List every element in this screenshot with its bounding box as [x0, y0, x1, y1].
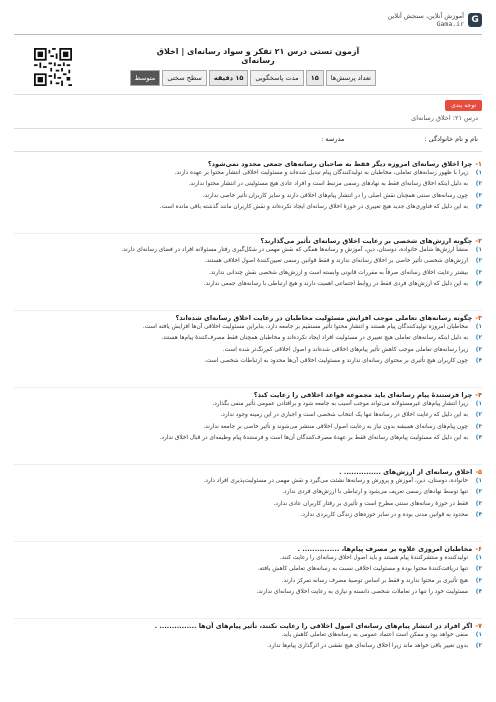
option-number: ۱) [475, 478, 482, 484]
option-number: ۴) [475, 358, 482, 365]
answer-option[interactable] [14, 641, 482, 652]
brand-text [388, 12, 464, 28]
option-number: ۱) [475, 170, 482, 176]
header-divider [14, 34, 482, 35]
question-text [14, 237, 482, 245]
option-text: تنها توسط نهادهای رسمی تعریف می‌شود و ارتباطی با ارزش‌های فردی ندارد. [282, 489, 468, 496]
answer-option[interactable] [14, 576, 482, 587]
answer-option[interactable] [14, 487, 482, 498]
option-text: بدون تغییر باقی خواهد ماند زیرا اخلاق رسانه‌ای هیچ نقشی در اثرگذاری پیام‌ها ندارد. [267, 643, 468, 650]
school-field-label: مدرسه : [321, 135, 345, 143]
name-field-label: نام و نام خانوادگی : [424, 135, 478, 143]
option-text: زیرا رسانه‌های تعاملی موجب کاهش تأثیر پیام‌های اخلاقی شده‌اند و اصول اخلاقی کم‌رنگ‌تر شده است. [222, 346, 468, 353]
option-number: ۱) [475, 247, 482, 253]
option-text: به این دلیل که رعایت اخلاق در رسانه‌ها تنها یک انتخاب شخصی است و اجباری در این زمینه وجود ندارد. [220, 412, 468, 419]
option-number: ۲) [475, 566, 482, 573]
question-divider [14, 618, 482, 619]
status-badge: توجه بندی [445, 100, 482, 111]
option-number: ۴) [475, 204, 482, 211]
exam-title: آزمون تستی درس ۲۱ تفکر و سواد رسانه‌ای | اخلاق رسانه‌ای [156, 47, 360, 65]
option-text: چون رسانه‌های سنتی همچنان نقش اصلی را در انتشار پیام‌های اخلاقی دارند و سایر کاربران تأثیر خاصی ندارند. [202, 192, 468, 199]
question-item [14, 622, 482, 653]
option-text: منشأ ارزش‌ها شامل خانواده، دوستان، دین، آموزش و رسانه‌ها همگی که نقش مهمی در شکل‌گیری رفتار مسئولانه افراد در فضای رسانه‌ای دارند. [121, 247, 468, 253]
answer-option[interactable] [14, 630, 482, 641]
option-number: ۳) [475, 346, 482, 353]
option-number: ۴) [475, 589, 482, 596]
answer-option[interactable] [14, 499, 482, 510]
option-text: ارزش‌های شخصی تأثیر خاصی بر اخلاق رسانه‌ای ندارند و فقط قوانین رسمی تعیین‌کنندهٔ اصول اخلاقی هستند. [204, 258, 468, 265]
exam-meta [130, 70, 376, 86]
question-item [14, 160, 482, 214]
answer-option[interactable] [14, 168, 482, 179]
answer-option[interactable] [14, 587, 482, 598]
question-number: ۱- [475, 160, 482, 168]
question-number: ۶- [475, 545, 482, 553]
answer-option[interactable] [14, 564, 482, 575]
question-divider [14, 310, 482, 311]
answer-option[interactable] [14, 433, 482, 444]
option-text: منفی خواهد بود و ممکن است اعتماد عمومی به رسانه‌های تعاملی کاهش یابد. [281, 632, 468, 638]
question-text [14, 622, 482, 630]
option-text: فقط در حوزهٔ رسانه‌های سنتی مطرح است و تأثیری بر رفتار کاربران عادی ندارد. [273, 500, 468, 507]
question-number: ۷- [475, 622, 482, 630]
difficulty-label: سطح سختی [162, 70, 207, 86]
option-text: زیرا انتشار پیام‌های غیرمسئولانه می‌تواند موجب آسیب به جامعه شود و برافتادن عمومی تأثیر منفی بگذارد. [212, 401, 468, 407]
question-stem: چگونه رسانه‌های تعاملی موجب افزایش مسئولیت مخاطبان در رعایت اخلاق رسانه‌ای شده‌اند؟ [175, 314, 473, 322]
answer-option[interactable] [14, 322, 482, 333]
option-text: تولیدکننده و منتشرکنندهٔ پیام هستند و باید اصول اخلاق رسانه‌ای را رعایت کنند. [279, 555, 468, 561]
answer-option[interactable] [14, 333, 482, 344]
gama-logo-icon: G [468, 13, 482, 27]
option-text: به این دلیل که ارزش‌های فردی فقط در روابط اجتماعی اهمیت دارند و هیچ ارتباطی با رسانه‌های جمعی ندارند. [203, 281, 468, 288]
lesson-subtitle: درس ۲۱: اخلاق رسانه‌ای [411, 114, 478, 122]
option-number: ۳) [475, 577, 482, 584]
answer-option[interactable] [14, 410, 482, 421]
option-number: ۱) [475, 632, 482, 638]
option-text: مسئولیت خود را تنها در تعاملات شخصی دانسته و نیازی به رعایت اخلاق رسانه‌ای ندارند. [256, 589, 468, 596]
answer-option[interactable] [14, 256, 482, 267]
question-number: ۳- [475, 314, 482, 322]
answer-option[interactable] [14, 476, 482, 487]
option-number: ۲) [475, 643, 482, 650]
fields-divider [14, 151, 482, 152]
option-text: تنها دریافت‌کنندهٔ محتوا بوده و مسئولیت اخلاقی نسبت به رسانه‌های تعاملی کاهش یافته. [257, 566, 468, 573]
option-text: زیرا با ظهور رسانه‌های تعاملی، مخاطبان به تولیدکنندگان پیام تبدیل شده‌اند و مسئولیت اخلاقی انتشار محتوا بر عهده دارند. [174, 170, 468, 176]
question-text [14, 160, 482, 168]
option-text: به دلیل اینکه اخلاق رسانه‌ای فقط به نهادهای رسمی مرتبط است و افراد عادی هیچ مسئولیتی در انتشار محتوا ندارند. [188, 181, 468, 188]
meta-divider [14, 94, 482, 95]
option-text: خانواده، دوستان، دین، آموزش و پرورش و رسانه‌ها نشئت می‌گیرد و نقش مهمی در مسئولیت‌پذیری افراد دارد. [203, 478, 468, 484]
option-number: ۱) [475, 324, 482, 330]
answer-option[interactable] [14, 553, 482, 564]
brand-site: Gama.ir [436, 20, 464, 28]
option-text: محدود به قوانین مدنی بوده و در سایر حوزه‌های زندگی کاربردی ندارد. [300, 512, 468, 519]
question-text [14, 391, 482, 399]
answer-option[interactable] [14, 422, 482, 433]
option-text: به این دلیل که فناوری‌های جدید هیچ تغییری در حوزهٔ اخلاق رسانه‌ای ایجاد نکرده‌اند و نقش کاربران مانند گذشته باقی مانده است. [159, 204, 468, 211]
question-item [14, 237, 482, 291]
question-text [14, 468, 482, 476]
option-number: ۱) [475, 401, 482, 407]
option-number: ۳) [475, 500, 482, 507]
option-number: ۴) [475, 512, 482, 519]
question-text [14, 545, 482, 553]
answer-option[interactable] [14, 179, 482, 190]
answer-option[interactable] [14, 202, 482, 213]
option-number: ۳) [475, 269, 482, 276]
question-stem: چرا فرستندهٔ پیام رسانه‌ای باید مجموعه قواعد اخلاقی را رعایت کند؟ [253, 391, 473, 399]
option-number: ۴) [475, 435, 482, 442]
brand-name: آموزش آنلاین، سنجش آنلاین [387, 12, 464, 20]
question-stem: اخلاق رسانه‌ای از ارزش‌های ............... . [339, 468, 473, 476]
question-divider [14, 233, 482, 234]
question-stem: چرا اخلاق رسانه‌ای امروزه دیگر فقط به صاحبان رسانه‌های جمعی محدود نمی‌شود؟ [207, 160, 473, 168]
question-number: ۵- [475, 468, 482, 476]
answer-option[interactable] [14, 245, 482, 256]
question-item [14, 468, 482, 522]
option-number: ۲) [475, 181, 482, 188]
option-text: مخاطبان امروزه تولیدکنندگان پیام هستند و انتشار محتوا تأثیر مستقیم بر جامعه دارد، بنابراین مسئولیت اخلاقی آن‌ها افزایش یافته است. [142, 324, 468, 330]
option-number: ۴) [475, 281, 482, 288]
option-number: ۲) [475, 335, 482, 342]
option-number: ۲) [475, 412, 482, 419]
option-number: ۳) [475, 192, 482, 199]
question-divider [14, 464, 482, 465]
difficulty-value: متوسط [130, 70, 161, 86]
option-text: چون کاربران هیچ تأثیری بر محتوای رسانه‌ای ندارند و مسئولیت اخلاقی آن‌ها محدود به ارتباطات شخصی است. [204, 358, 468, 365]
option-number: ۲) [475, 489, 482, 496]
option-text: به دلیل اینکه رسانه‌های تعاملی هیچ تغییری در مسئولیت افراد ایجاد نکرده‌اند و مخاطبان همچنان فقط مصرف‌کنندهٔ پیام‌ها هستند. [161, 335, 468, 342]
question-number: ۲- [475, 237, 482, 245]
answer-option[interactable] [14, 399, 482, 410]
brand[interactable] [388, 12, 482, 28]
question-count-value: ۱۵ [306, 70, 324, 86]
question-text [14, 314, 482, 322]
question-divider [14, 541, 482, 542]
student-fields [18, 135, 478, 143]
duration-label: مدت پاسخگویی [250, 70, 303, 86]
option-text: چون پیام‌های رسانه‌ای همیشه بدون نیاز به رعایت اصول اخلاقی منتشر می‌شوند و تأثیر خاصی بر جامعه ندارند. [203, 423, 468, 430]
question-count-label: تعداد پرسش‌ها [326, 70, 376, 86]
subtitle-divider [14, 128, 482, 129]
option-text: هیچ تأثیری بر محتوا ندارند و فقط بر اساس توصیهٔ مصرف رسانه تمرکز دارند. [281, 577, 468, 584]
answer-option[interactable] [14, 356, 482, 367]
question-item [14, 391, 482, 445]
qr-code-icon [34, 48, 72, 86]
question-item [14, 545, 482, 599]
option-number: ۲) [475, 258, 482, 265]
answer-option[interactable] [14, 191, 482, 202]
option-text: به این دلیل که مسئولیت پیام‌های رسانه‌ای فقط بر عهدهٔ مصرف‌کنندگان آن‌ها است و فرستندهٔ پیام وظیفه‌ای در قبال اخلاق ندارد. [159, 435, 468, 442]
answer-option[interactable] [14, 268, 482, 279]
answer-option[interactable] [14, 510, 482, 521]
question-stem: اگر افراد در انتشار پیام‌های رسانه‌ای اصول اخلاقی را رعایت نکنند، تأثیر پیام‌های آن‌ها ............... . [154, 622, 473, 630]
question-item [14, 314, 482, 368]
duration-value: ۱۵ دقیقه [209, 70, 249, 86]
question-divider [14, 387, 482, 388]
option-text: بیشتر رعایت اخلاق رسانه‌ای صرفاً به مقررات قانونی وابسته است و ارزش‌های شخصی نقش چندانی ندارند. [208, 269, 468, 276]
answer-option[interactable] [14, 345, 482, 356]
answer-option[interactable] [14, 279, 482, 290]
question-stem: مخاطبان امروزی علاوه بر مصرف پیام‌ها، ............... . [297, 545, 473, 553]
option-number: ۳) [475, 423, 482, 430]
question-stem: چگونه ارزش‌های شخصی بر رعایت اخلاق رسانه‌ای تأثیر می‌گذارند؟ [260, 237, 473, 245]
question-number: ۴- [475, 391, 482, 399]
option-number: ۱) [475, 555, 482, 561]
